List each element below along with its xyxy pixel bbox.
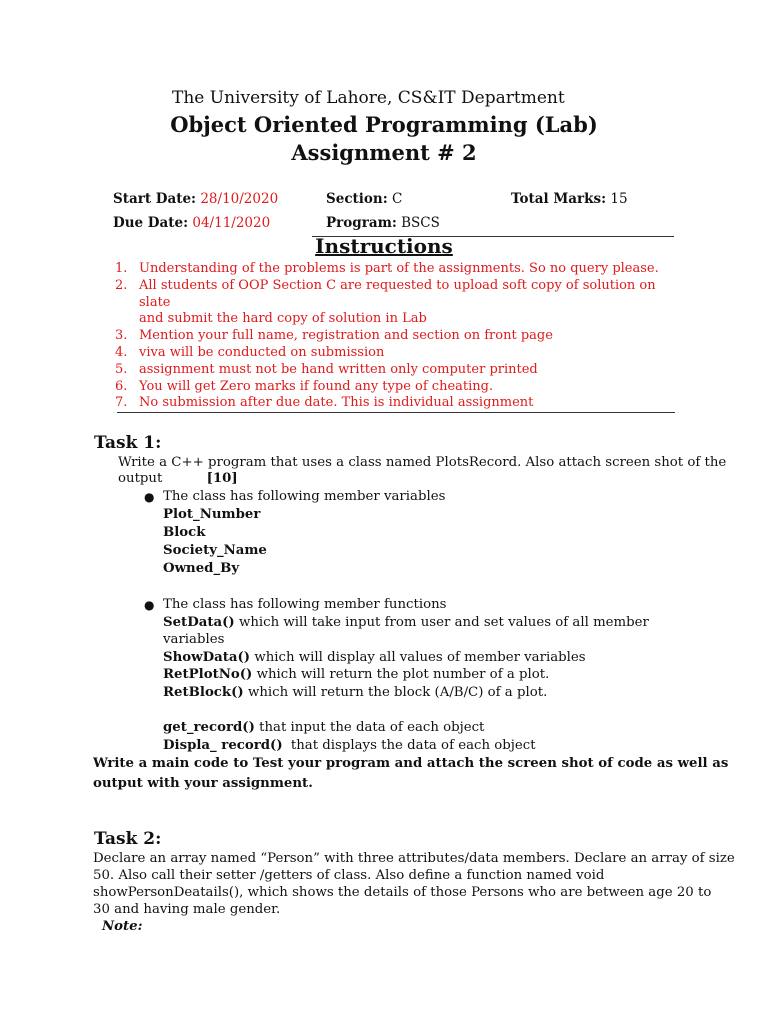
instruction-item — [112, 278, 682, 328]
instruction-number: 3. — [115, 328, 128, 344]
course-title: Object Oriented Programming (Lab) — [170, 112, 598, 137]
task2-line2: 50. Also call their setter /getters of class. Also define a function named void — [93, 868, 605, 883]
function-retplotno — [163, 667, 549, 682]
function-retplotno-desc: which will return the plot number of a plot. — [256, 667, 550, 682]
instruction-number: 7. — [115, 395, 128, 411]
instruction-text: No submission after due date. This is individual assignment — [139, 395, 534, 411]
function-showdata-desc: which will display all values of member variables — [254, 650, 586, 665]
variable-plot-number: Plot_Number — [163, 507, 261, 522]
function-retblock-name: RetBlock() — [163, 685, 244, 700]
start-date-label: Start Date: — [113, 191, 197, 207]
task2-line4: 30 and having male gender. — [93, 902, 281, 917]
instruction-text: Mention your full name, registration and section on front page — [139, 328, 553, 344]
section-label: Section: — [326, 191, 388, 207]
section-value: C — [392, 191, 403, 207]
task1-marks: [10] — [206, 471, 238, 486]
instructions-divider — [117, 412, 675, 413]
variable-owned-by: Owned_By — [163, 561, 240, 576]
program — [326, 215, 440, 231]
function-retblock-desc: which will return the block (A/B/C) of a plot. — [247, 685, 548, 700]
due-date-value: 04/11/2020 — [192, 215, 271, 231]
function-showdata — [163, 650, 586, 665]
total-marks-label: Total Marks: — [511, 191, 607, 207]
instructions-heading: Instructions — [315, 234, 453, 258]
bullet-icon: ● — [144, 490, 155, 504]
start-date — [113, 191, 278, 207]
instruction-text: Understanding of the problems is part of the assignments. So no query please. — [139, 261, 659, 276]
bullet-icon: ● — [144, 598, 155, 612]
university-department-line: The University of Lahore, CS&IT Department — [172, 88, 565, 108]
task1-main-line2: output with your assignment. — [93, 776, 313, 791]
function-setdata-line2: variables — [163, 632, 225, 647]
instruction-number: 6. — [115, 378, 128, 394]
task1-intro-line2 — [118, 471, 238, 486]
function-displa-record-name: Displa_ record() — [163, 738, 283, 753]
program-value: BSCS — [401, 215, 440, 231]
function-setdata-name: SetData() — [163, 615, 235, 630]
task2-line1: Declare an array named “Person” with three attributes/data members. Declare an array of size — [93, 851, 735, 866]
instruction-number: 4. — [115, 344, 128, 360]
instruction-number: 2. — [115, 277, 128, 293]
due-date — [113, 215, 270, 231]
instruction-text: You will get Zero marks if found any type of cheating. — [139, 378, 494, 394]
total-marks-value: 15 — [610, 191, 628, 207]
instructions-list — [112, 261, 682, 412]
instruction-number: 5. — [115, 361, 128, 377]
assignment-title: Assignment # 2 — [291, 140, 477, 165]
variable-society-name: Society_Name — [163, 543, 267, 558]
function-get-record-name: get_record() — [163, 720, 255, 735]
function-setdata-desc: which will take input from user and set values of all member — [238, 615, 649, 630]
function-retblock — [163, 685, 547, 700]
instruction-text: viva will be conducted on submission — [139, 344, 385, 360]
task1-functions-bullet: The class has following member functions — [163, 597, 447, 612]
function-displa-record-desc: that displays the data of each object — [290, 738, 536, 753]
instruction-item — [112, 362, 682, 379]
task1-variables-bullet: The class has following member variables — [163, 489, 446, 504]
section — [326, 191, 402, 207]
function-get-record — [163, 720, 484, 735]
instruction-text-continued: and submit the hard copy of solution in Lab — [139, 311, 427, 327]
instruction-text: assignment must not be hand written only computer printed — [139, 361, 538, 377]
function-displa-record — [163, 738, 536, 753]
task1-main-line1: Write a main code to Test your program and attach the screen shot of code as well as — [93, 756, 729, 771]
total-marks — [511, 191, 628, 207]
task2-heading: Task 2: — [94, 829, 162, 849]
due-date-label: Due Date: — [113, 215, 189, 231]
instruction-text: All students of OOP Section C are requested to upload soft copy of solution on slate — [139, 277, 656, 310]
instruction-item — [112, 395, 682, 412]
task1-intro-output: output — [118, 471, 163, 486]
instruction-item — [112, 345, 682, 362]
function-showdata-name: ShowData() — [163, 650, 251, 665]
variable-block: Block — [163, 525, 206, 540]
task1-intro-line1: Write a C++ program that uses a class named PlotsRecord. Also attach screen shot of the — [118, 455, 727, 470]
instruction-item — [112, 328, 682, 345]
function-retplotno-name: RetPlotNo() — [163, 667, 253, 682]
task2-line3: showPersonDeatails(), which shows the details of those Persons who are between age 20 to — [93, 885, 712, 900]
program-label: Program: — [326, 215, 397, 231]
task1-heading: Task 1: — [94, 433, 162, 453]
function-setdata-line1 — [163, 615, 675, 630]
instruction-item — [112, 379, 682, 396]
task2-note: Note: — [102, 919, 143, 934]
instruction-number: 1. — [115, 261, 128, 276]
instruction-item — [112, 261, 682, 278]
start-date-value: 28/10/2020 — [200, 191, 279, 207]
function-get-record-desc: that input the data of each object — [259, 720, 485, 735]
